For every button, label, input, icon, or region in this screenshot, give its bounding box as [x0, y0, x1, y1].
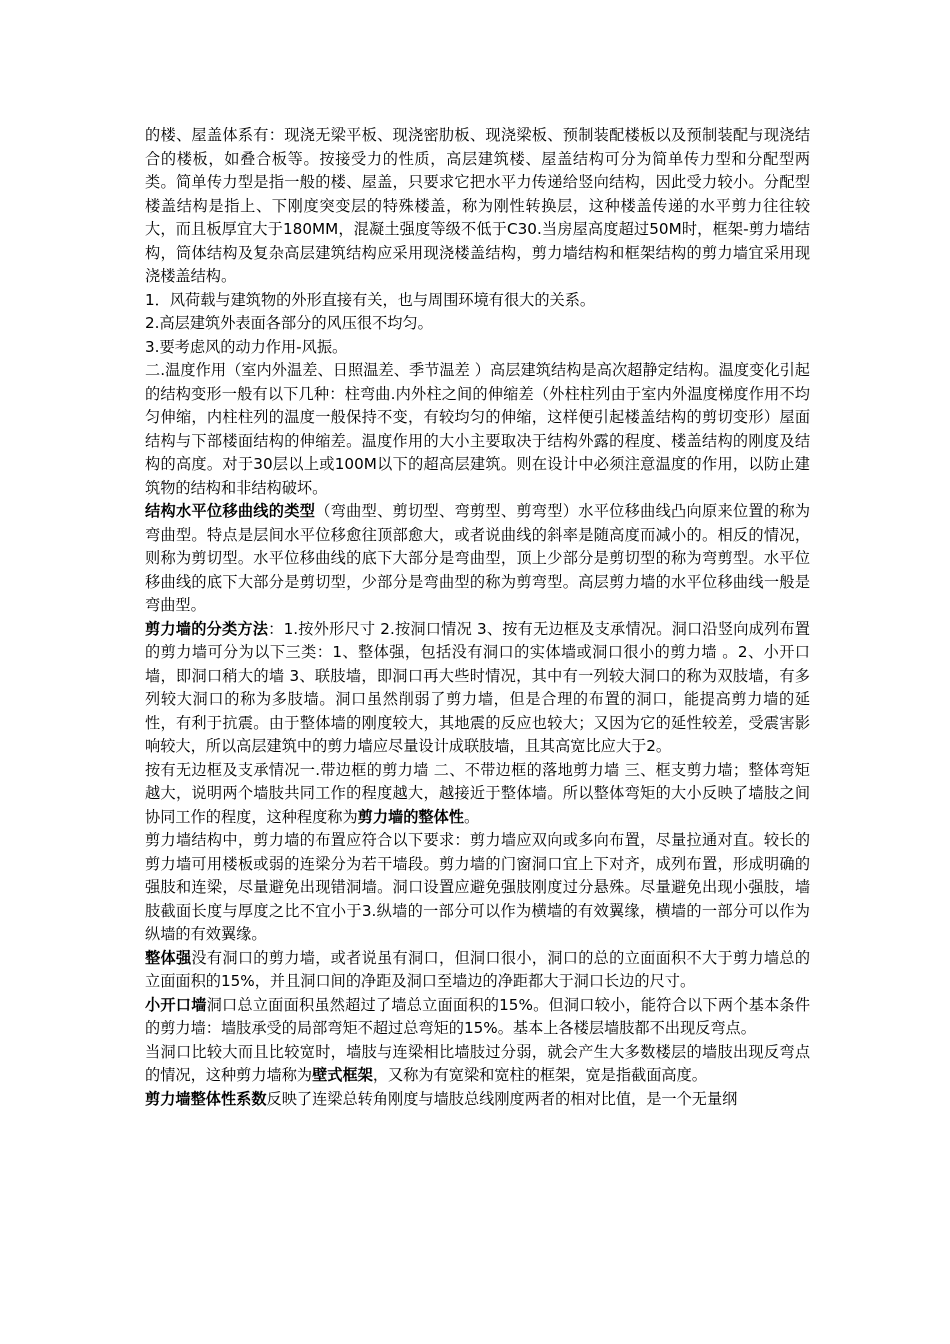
document-body	[145, 124, 810, 1111]
paragraph-text: 1．风荷载与建筑物的外形直接有关，也与周围环境有很大的关系。	[145, 290, 596, 309]
paragraph-text: 反映了连梁总转角刚度与墙肢总线刚度两者的相对比值，是一个无量纲	[266, 1089, 738, 1108]
paragraph-tail: 。	[463, 807, 480, 826]
paragraph-small-opening-wall	[145, 994, 810, 1041]
paragraph-text: 3.要考虑风的动力作用-风振。	[145, 337, 348, 356]
paragraph-displacement-curve	[145, 500, 810, 618]
paragraph-bold-term: 剪力墙的整体性	[357, 807, 464, 826]
paragraph-text: 没有洞口的剪力墙，或者说虽有洞口，但洞口很小，洞口的总的立面面积不大于剪力墙总的立面面积的15%，并且洞口间的净距及洞口至墙边的净距都大于洞口长边的尺寸。	[145, 948, 811, 990]
paragraph-wind-item-3	[145, 336, 810, 360]
paragraph-frame-support	[145, 759, 810, 830]
paragraph-heading: 结构水平位移曲线的类型	[145, 502, 316, 520]
paragraph-heading: 小开口墙	[145, 995, 207, 1014]
paragraph-text: 二.温度作用（室内外温差、日照温差、季节温差 ）高层建筑结构是高次超静定结构。温度变化引起的结构变形一般有以下几种：柱弯曲.内外柱之间的伸缩差（外柱柱列由于室内外温度梯度作用不均匀伸缩，内柱柱列的温度一般保持不变，有较均匀的伸缩，这样便引起楼盖结构的剪切变形）屋面结构与下部楼面结构的伸缩差。温度作用的大小主要取决于结构外露的程度、楼盖结构的刚度及结构的高度。对于30层以上或100M以下的超高层建筑。则在设计中必须注意温度的作用，以防止建筑物的结构和非结构破坏。	[145, 361, 810, 497]
paragraph-tail: ，又称为有宽梁和宽柱的框架，宽是指截面高度。	[372, 1066, 707, 1084]
paragraph-text: 的楼、屋盖体系有：现浇无梁平板、现浇密肋板、现浇梁板、预制装配楼板以及预制装配与现浇结合的楼板，如叠合板等。按接受力的性质，高层建筑楼、屋盖结构可分为简单传力型和分配型两类。简单传力型是指一般的楼、屋盖，只要求它把水平力传递给竖向结构，因此受力较小。分配型楼盖结构是指上、下刚度突变层的特殊楼盖，称为刚性转换层，这种楼盖传递的水平剪力往往较大，而且板厚宜大于180MM，混凝土强度等级不低于C30.当房屋高度超过50M时，框架-剪力墙结构，筒体结构及复杂高层建筑结构应采用现浇楼盖结构，剪力墙结构和框架结构的剪力墙宜采用现浇楼盖结构。	[145, 126, 810, 285]
paragraph-text: （弯曲型、剪切型、弯剪型、剪弯型）水平位移曲线凸向原来位置的称为弯曲型。特点是层间水平位移愈往顶部愈大，或者说曲线的斜率是随高度而减小的。相反的情况，则称为剪切型。水平位移曲线的底下大部分是弯曲型，顶上少部分是剪切型的称为弯剪型。水平位移曲线的底下大部分是剪切型，少部分是弯曲型的称为剪弯型。高层剪力墙的水平位移曲线一般是弯曲型。	[145, 502, 811, 614]
paragraph-text: 按有无边框及支承情况一.带边框的剪力墙 二、不带边框的落地剪力墙 三、框支剪力墙；整体弯矩越大，说明两个墙肢共同工作的程度越大，越接近于整体墙。所以整体弯矩的大小反映了墙肢之间协同工作的程度，这种程度称为	[145, 760, 810, 826]
paragraph-integrity-coefficient	[145, 1088, 810, 1112]
paragraph-wind-item-1	[145, 289, 810, 313]
paragraph-integral-wall	[145, 947, 810, 994]
paragraph-bold-term: 壁式框架	[312, 1066, 373, 1084]
paragraph-text: 剪力墙结构中，剪力墙的布置应符合以下要求：剪力墙应双向或多向布置，尽量拉通对直。较长的剪力墙可用楼板或弱的连梁分为若干墙段。剪力墙的门窗洞口宜上下对齐，成列布置，形成明确的强肢和连梁，尽量避免出现错洞墙。洞口设置应避免强肢刚度过分悬殊。尽量避免出现小强肢，墙肢截面长度与厚度之比不宜小于3.纵墙的一部分可以作为横墙的有效翼缘，横墙的一部分可以作为纵墙的有效翼缘。	[145, 831, 810, 943]
paragraph-temperature	[145, 359, 810, 500]
paragraph-text: 当洞口比较大而且比较宽时，墙肢与连梁相比墙肢过分弱，就会产生大多数楼层的墙肢出现反弯点的情况，这种剪力墙称为	[145, 1042, 810, 1084]
paragraph-wall-frame	[145, 1041, 810, 1088]
paragraph-heading: 剪力墙整体性系数	[145, 1089, 267, 1108]
paragraph-text: ：1.按外形尺寸 2.按洞口情况 3、按有无边框及支承情况。洞口沿竖向成列布置的剪力墙可分为以下三类：1、整体强，包括没有洞口的实体墙或洞口很小的剪力墙 。2、小开口墙，即洞口稍大的墙 3、联肢墙，即洞口再大些时情况，其中有一列较大洞口的称为双肢墙，有多列较大洞口的称为多肢墙。洞口虽然削弱了剪力墙，但是合理的布置的洞口，能提高剪力墙的延性，有利于抗震。由于整体墙的刚度较大，其地震的反应也较大；又因为它的延性较差，受震害影响较大，所以高层建筑中的剪力墙应尽量设计成联肢墙，且其高宽比应大于2。	[145, 619, 810, 755]
paragraph-heading: 剪力墙的分类方法	[145, 619, 269, 638]
paragraph-wind-item-2	[145, 312, 810, 336]
paragraph-text: 洞口总立面面积虽然超过了墙总立面面积的15%。但洞口较小，能符合以下两个基本条件的剪力墙：墙肢承受的局部弯矩不超过总弯矩的15%。基本上各楼层墙肢都不出现反弯点。	[145, 995, 811, 1037]
paragraph-wall-layout	[145, 829, 810, 947]
paragraph-heading: 整体强	[145, 948, 192, 967]
paragraph-text: 2.高层建筑外表面各部分的风压很不均匀。	[145, 314, 433, 332]
paragraph-shear-wall-classification	[145, 618, 810, 759]
paragraph-floor-systems	[145, 124, 810, 289]
